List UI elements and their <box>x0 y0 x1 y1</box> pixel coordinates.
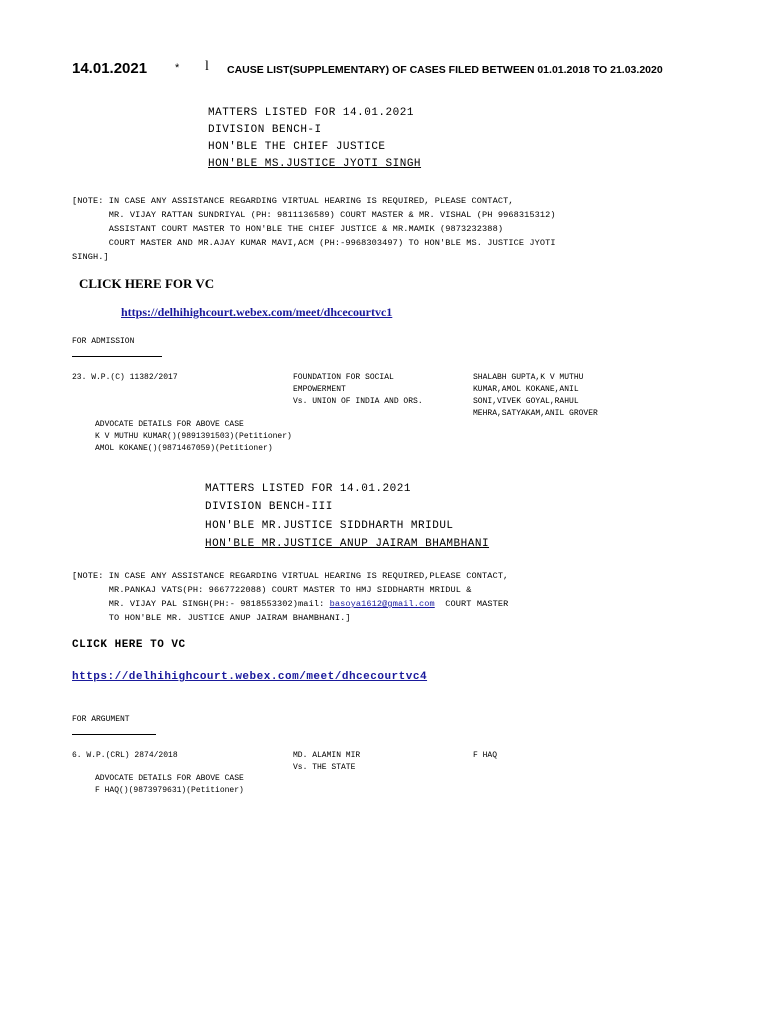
note-line <box>72 598 508 612</box>
division-bench-line: DIVISION BENCH-III <box>205 501 333 513</box>
vc-link-2[interactable]: https://delhihighcourt.webex.com/meet/dhcecourtvc4 <box>72 671 428 683</box>
party-line: FOUNDATION FOR SOCIAL <box>293 373 394 382</box>
star-marker: * <box>175 62 180 74</box>
advocate-details-heading: ADVOCATE DETAILS FOR ABOVE CASE <box>95 420 244 429</box>
party-line: MD. ALAMIN MIR <box>293 751 361 760</box>
advocate-line: MEHRA,SATYAKAM,ANIL GROVER <box>473 409 598 418</box>
click-here-vc-label-2: CLICK HERE TO VC <box>72 639 186 651</box>
judge-line-2: HON'BLE MR.JUSTICE ANUP JAIRAM BHAMBHANI <box>205 538 490 550</box>
note-line: MR. VIJAY RATTAN SUNDRIYAL (PH: 9811136589) COURT MASTER & MR. VISHAL (PH 9968315312) <box>72 210 556 220</box>
advocate-detail-line: K V MUTHU KUMAR()(9891391503)(Petitioner) <box>95 432 292 441</box>
cause-list-title: CAUSE LIST(SUPPLEMENTARY) OF CASES FILED BETWEEN 01.01.2018 TO 21.03.2020 <box>227 64 663 76</box>
party-line: EMPOWERMENT <box>293 385 346 394</box>
party-line: Vs. UNION OF INDIA AND ORS. <box>293 397 423 406</box>
case-number: 6. W.P.(CRL) 2874/2018 <box>72 751 178 760</box>
vc-link-1[interactable]: https://delhihighcourt.webex.com/meet/dhcecourtvc1 <box>121 305 393 319</box>
note-text: MR. VIJAY PAL SINGH(PH:- 9818553302)mail: <box>72 599 330 609</box>
note-text: COURT MASTER <box>434 599 509 609</box>
advocate-detail-line: F HAQ()(9873979631)(Petitioner) <box>95 786 244 795</box>
note-line: SINGH.] <box>72 252 109 262</box>
advocate-line: KUMAR,AMOL KOKANE,ANIL <box>473 385 579 394</box>
matters-listed-line: MATTERS LISTED FOR 14.01.2021 <box>208 107 414 119</box>
list-date: 14.01.2021 <box>72 60 148 77</box>
party-line: Vs. THE STATE <box>293 763 356 772</box>
advocate-line: SONI,VIVEK GOYAL,RAHUL <box>473 397 579 406</box>
case-number: 23. W.P.(C) 11382/2017 <box>72 373 178 382</box>
note-line: [NOTE: IN CASE ANY ASSISTANCE REGARDING VIRTUAL HEARING IS REQUIRED, PLEASE CONTACT, <box>72 196 514 206</box>
note-line: ASSISTANT COURT MASTER TO HON'BLE THE CHIEF JUSTICE & MR.MAMIK (9873232388) <box>72 224 504 234</box>
judge-line-2: HON'BLE MS.JUSTICE JYOTI SINGH <box>208 158 422 170</box>
note-line: [NOTE: IN CASE ANY ASSISTANCE REGARDING VIRTUAL HEARING IS REQUIRED,PLEASE CONTACT, <box>72 571 509 581</box>
advocate-detail-line: AMOL KOKANE()(9871467059)(Petitioner) <box>95 444 273 453</box>
bar-marker: l <box>205 59 209 74</box>
divider <box>72 356 162 357</box>
email-link[interactable]: basoya1612@gmail.com <box>329 599 435 609</box>
click-here-vc-label-1: CLICK HERE FOR VC <box>79 276 215 291</box>
judge-line-1: HON'BLE MR.JUSTICE SIDDHARTH MRIDUL <box>205 520 454 532</box>
note-line: COURT MASTER AND MR.AJAY KUMAR MAVI,ACM (PH:-9968303497) TO HON'BLE MS. JUSTICE JYOTI <box>72 238 556 248</box>
note-line: TO HON'BLE MR. JUSTICE ANUP JAIRAM BHAMBHANI.] <box>72 613 351 623</box>
advocate-details-heading: ADVOCATE DETAILS FOR ABOVE CASE <box>95 774 244 783</box>
note-line: MR.PANKAJ VATS(PH: 9667722088) COURT MASTER TO HMJ SIDDHARTH MRIDUL & <box>72 585 472 595</box>
judge-line-1: HON'BLE THE CHIEF JUSTICE <box>208 141 386 153</box>
category-label-argument: FOR ARGUMENT <box>72 715 130 724</box>
advocate-line: F HAQ <box>473 751 498 760</box>
division-bench-line: DIVISION BENCH-I <box>208 124 322 136</box>
category-label-admission: FOR ADMISSION <box>72 337 135 346</box>
divider <box>72 734 156 735</box>
advocate-line: SHALABH GUPTA,K V MUTHU <box>473 373 584 382</box>
matters-listed-line: MATTERS LISTED FOR 14.01.2021 <box>205 483 411 495</box>
